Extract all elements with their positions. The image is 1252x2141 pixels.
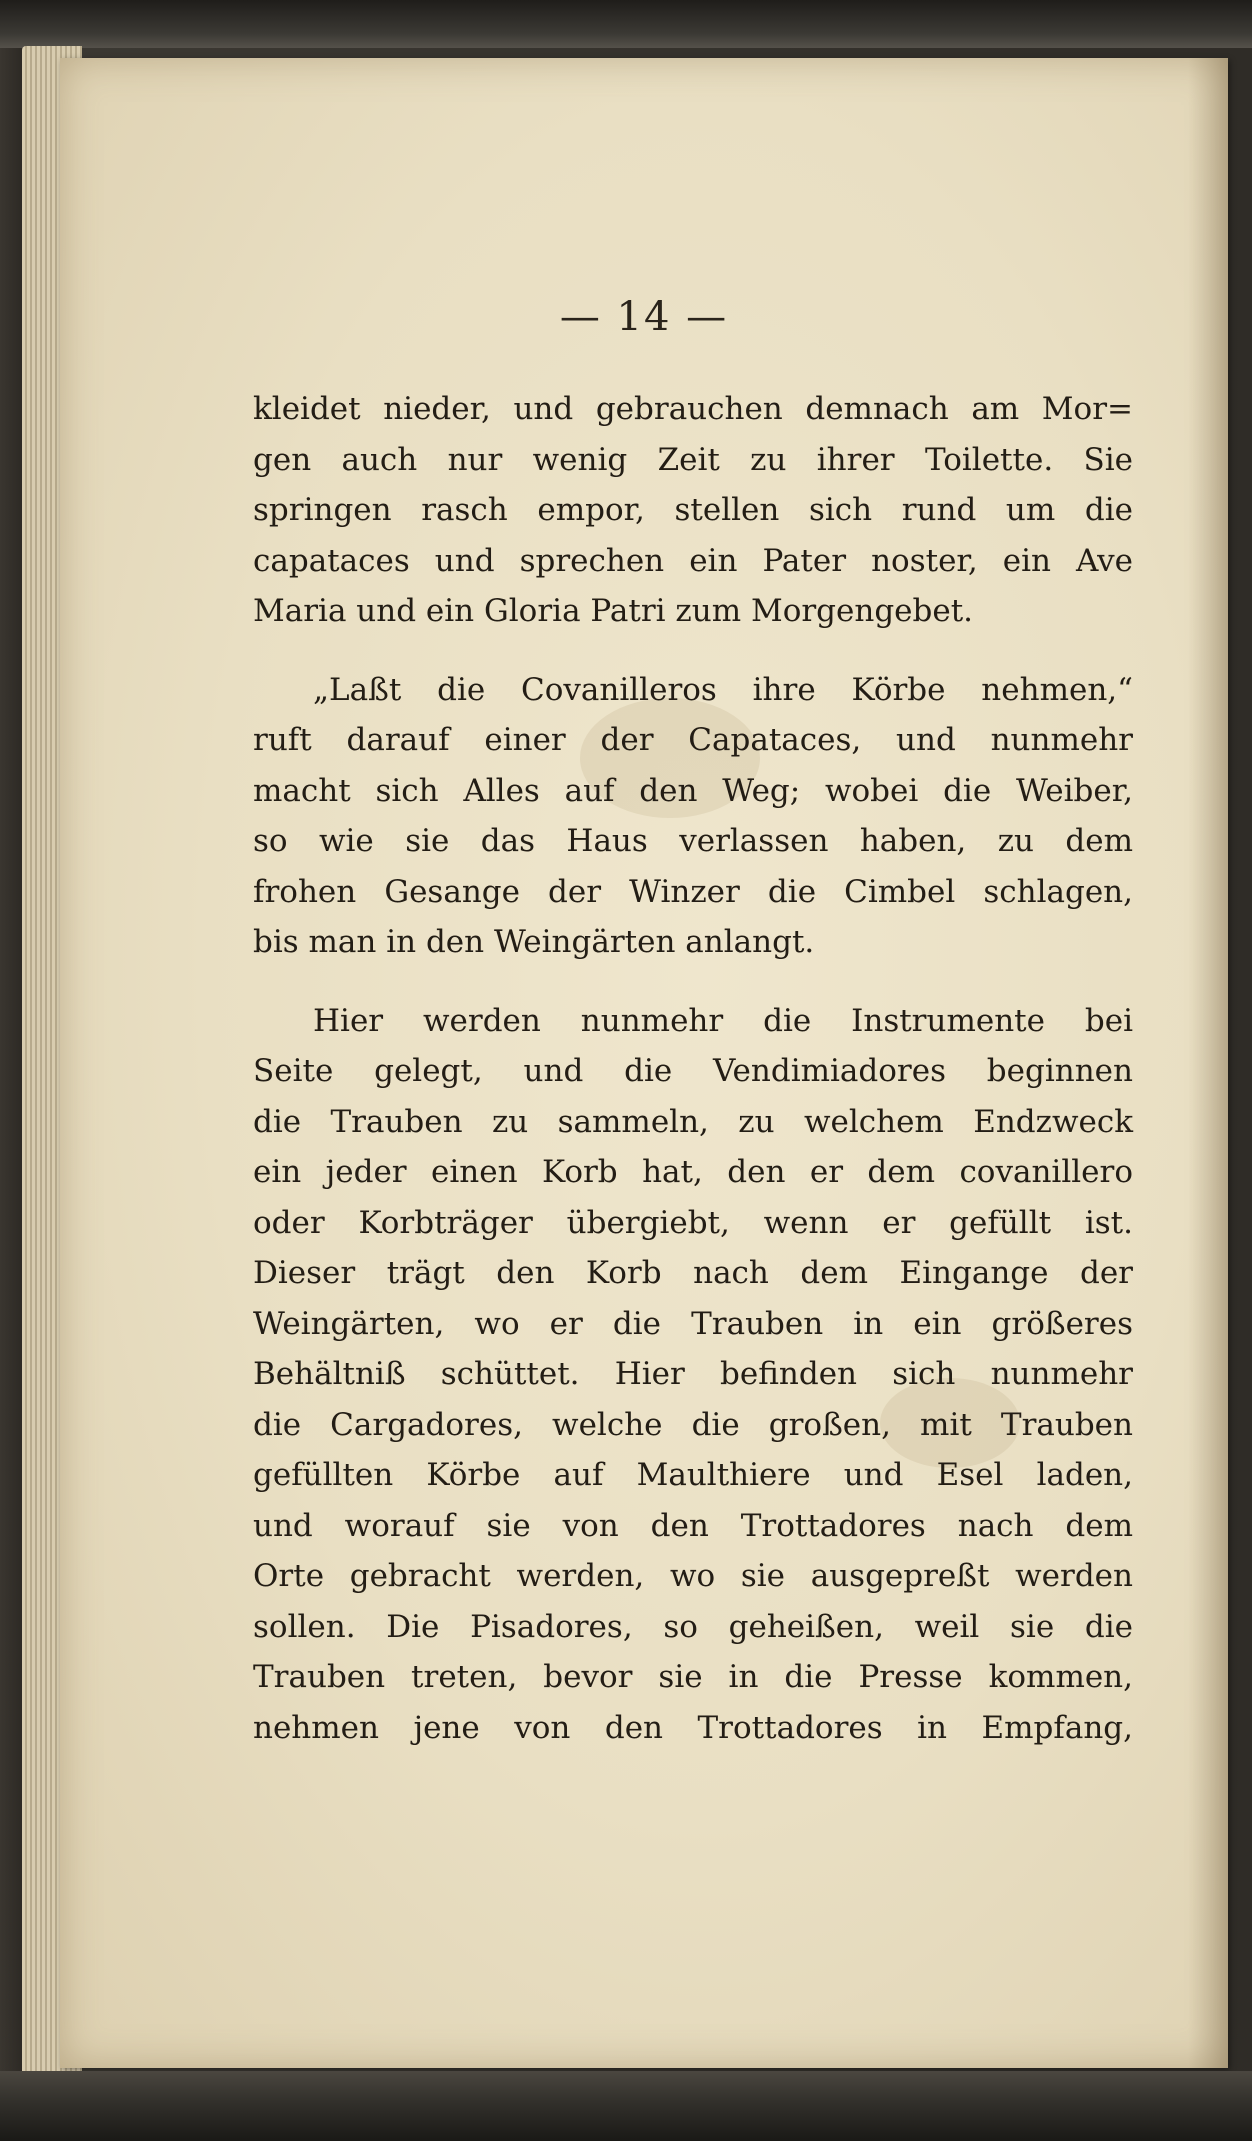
text-line: bis man in den Weingärten anlangt. [253,924,815,960]
text-line: „Laßt die Covanilleros ihre Körbe nehmen,“ [313,671,1133,708]
text-line: Weingärten, wo er die Trauben in ein größeres [253,1305,1133,1342]
paragraph-2 [253,665,1133,968]
text-line: ein jeder einen Korb hat, den er dem covanillero [253,1154,1133,1190]
book-cover-bottom [0,2071,1252,2141]
body-text [253,384,1133,1753]
text-line: sollen. Die Pisadores, so geheißen, weil sie die [253,1608,1133,1645]
text-line: Behältniß schüttet. Hier befinden sich nunmehr [253,1356,1133,1392]
paragraph-1 [253,384,1133,637]
book-cover-top [0,0,1252,48]
text-line: macht sich Alles auf den Weg; wobei die Weiber, [253,772,1133,809]
text-line: gen auch nur wenig Zeit zu ihrer Toilette. Sie [253,441,1133,478]
text-line: springen rasch empor, stellen sich rund um die [253,492,1133,528]
text-line: Dieser trägt den Korb nach dem Eingange der [253,1255,1133,1291]
text-line: ruft darauf einer der Capataces, und nunmehr [253,722,1133,758]
text-line: die Trauben zu sammeln, zu welchem Endzweck [253,1103,1133,1140]
text-line: die Cargadores, welche die großen, mit Trauben [253,1406,1133,1443]
text-line: capataces und sprechen ein Pater noster, ein Ave [253,542,1133,579]
text-line: kleidet nieder, und gebrauchen demnach am Mor= [253,391,1133,427]
page-number: — 14 — [559,294,729,340]
text-line: Trauben treten, bevor sie in die Presse kommen, [253,1659,1133,1695]
text-line: Seite gelegt, und die Vendimiadores beginnen [253,1053,1133,1089]
text-line: Hier werden nunmehr die Instrumente bei [313,1002,1133,1039]
text-line: Maria und ein Gloria Patri zum Morgengebet. [253,593,974,629]
text-line: Orte gebracht werden, wo sie ausgepreßt werden [253,1558,1133,1594]
paragraph-3 [253,996,1133,1754]
text-line: so wie sie das Haus verlassen haben, zu dem [253,823,1133,859]
text-line: gefüllten Körbe auf Maulthiere und Esel laden, [253,1457,1133,1493]
text-line: oder Korbträger übergiebt, wenn er gefüllt ist. [253,1204,1133,1241]
text-line: und worauf sie von den Trottadores nach dem [253,1507,1133,1544]
text-line: frohen Gesange der Winzer die Cimbel schlagen, [253,873,1133,910]
text-line: nehmen jene von den Trottadores in Empfang, [253,1709,1133,1746]
